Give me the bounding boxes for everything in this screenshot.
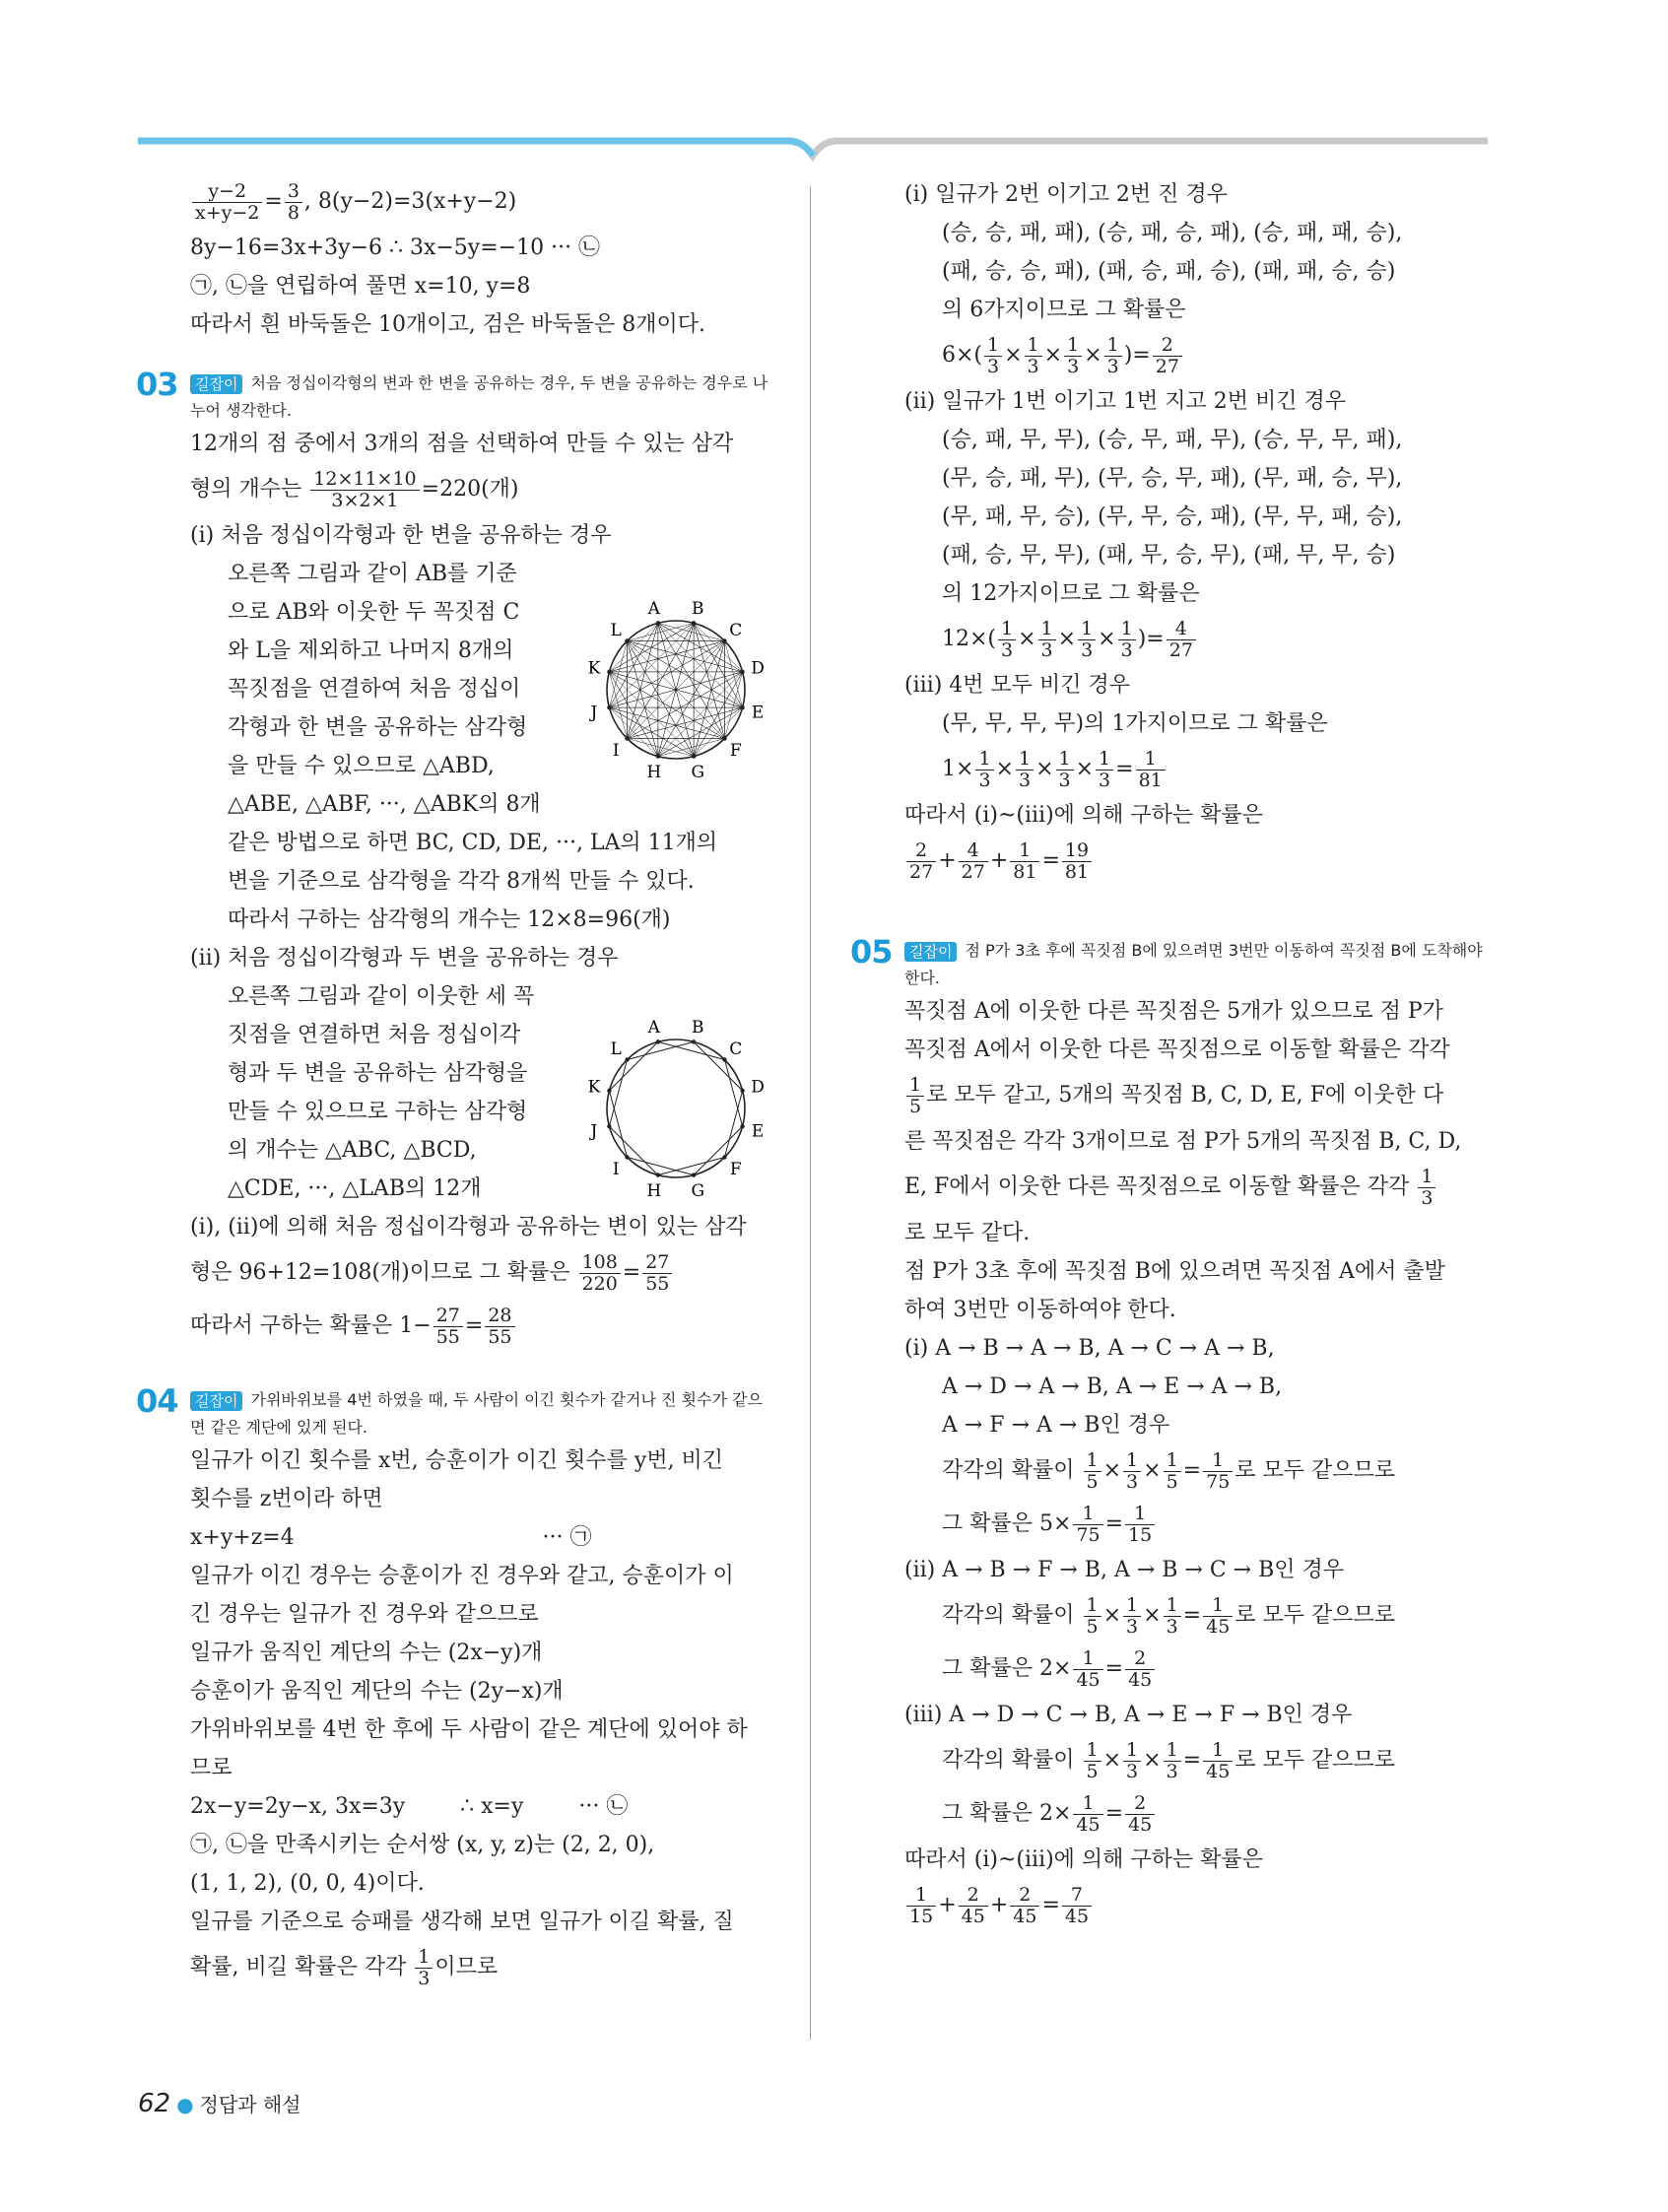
r-ii-body (904, 421, 1486, 666)
top-line-0: 8y−16=3x+3y−6 ∴ 3x−5y=−10 ··· ㉡ (190, 235, 601, 260)
p05-i-line: A → D → A → B, A → E → A → B, (942, 1374, 1283, 1399)
p04-line: 횟수를 z번이라 하면 (190, 1487, 383, 1511)
header-bar (0, 0, 1668, 168)
p03-i-line: 따라서 구하는 삼각형의 개수는 12×8=96(개) (228, 907, 671, 932)
p03-ii-line: 짓점을 연결하면 처음 정십이각 (228, 1023, 521, 1047)
frac-1-3: $\frac{1}{3}$ (1104, 335, 1122, 377)
each-pre: 각각의 확률이 (942, 1458, 1075, 1483)
vertex-dot (625, 1155, 629, 1159)
r-iii-head: (ⅲ) 4번 모두 비긴 경우 (904, 673, 1131, 698)
p05-i-each: 각각의 확률이 $\frac{1}{5}$ × $\frac{1}{3}$ × $\frac{1}{5}$ = $\frac{1}{75}$ 로 모두 같으므로 (942, 1448, 1396, 1493)
vertex-dot (722, 638, 726, 642)
p05-ii-head: (ⅱ) A → B → F → B, A → B → C → B인 경우 (904, 1558, 1345, 1582)
hint-block (904, 937, 1486, 992)
p03-line-2-pre: 형의 개수는 (190, 477, 302, 502)
r-ii-line: (패, 승, 무, 무), (패, 무, 승, 무), (패, 무, 무, 승) (942, 543, 1396, 568)
frac-1-81: $\frac{1}{81}$ (1010, 840, 1039, 883)
frac-1-5: $\frac{1}{5}$ (1084, 1740, 1101, 1782)
frac-27-55: $\frac{27}{55}$ (434, 1306, 463, 1348)
vertex-label: H (646, 763, 662, 783)
frac-1-3: $\frac{1}{3}$ (1056, 749, 1074, 791)
frac-1-3: $\frac{1}{3}$ (984, 335, 1002, 377)
frac-comb: $\frac{12\times 11\times 10}{3\times 2\times 1}$ (310, 469, 419, 511)
frac-4-27: $\frac{4}{27}$ (959, 840, 988, 883)
frac-1-3: $\frac{1}{3}$ (1096, 749, 1113, 791)
problem-number: 03 (136, 366, 178, 403)
frac-1-3: $\frac{1}{3}$ (998, 619, 1016, 661)
p04-line: 긴 경우는 일규가 진 경우와 같으므로 (190, 1602, 539, 1627)
frac-2-45: $\frac{2}{45}$ (1125, 1648, 1155, 1691)
vertex-dot (656, 1173, 660, 1176)
p05-line: 른 꼭짓점은 각각 3개이므로 점 P가 5개의 꼭짓점 B, C, D, (904, 1129, 1462, 1154)
p05-ii-each: 각각의 확률이 $\frac{1}{5}$ × $\frac{1}{3}$ × $\frac{1}{3}$ = $\frac{1}{45}$ 로 모두 같으므로 (942, 1593, 1396, 1638)
p03-ii-line: 형과 두 변을 공유하는 삼각형을 (228, 1061, 528, 1086)
each-pre: 각각의 확률이 (942, 1748, 1075, 1773)
vertex-dot (625, 1057, 629, 1061)
frac-1-3: $\frac{1}{3}$ (1038, 619, 1056, 661)
frac-108-220: $\frac{108}{220}$ (579, 1252, 621, 1295)
column-divider (810, 187, 811, 2040)
r-iii-body (904, 704, 1486, 796)
p03-line-2 (190, 463, 771, 516)
frac-2-45: $\frac{2}{45}$ (1125, 1793, 1155, 1836)
p03-i-line: 오른쪽 그림과 같이 AB를 기준 (228, 562, 517, 586)
vertex-label: B (692, 598, 704, 619)
frac-1-45: $\frac{1}{45}$ (1073, 1648, 1102, 1691)
frac-1-45: $\frac{1}{45}$ (1203, 1595, 1233, 1638)
p05-ii-body (904, 1589, 1486, 1696)
vertex-label: I (612, 740, 620, 761)
p03-line-2-post: =220(개) (421, 477, 519, 502)
hint-badge: 길잡이 (190, 374, 242, 394)
p04-line: 가위바위보를 4번 한 후에 두 사람이 같은 계단에 있어야 하 (190, 1717, 748, 1742)
vertex-label: C (729, 621, 743, 641)
frac-1-5: $\frac{1}{5}$ (1164, 1450, 1181, 1493)
vertex-label: I (612, 1159, 620, 1179)
frac-2-27: $\frac{2}{27}$ (1153, 335, 1182, 377)
p03-i-line: 을 만들 수 있으므로 △ABD, (228, 754, 495, 778)
problem-04 (136, 1382, 771, 1994)
p03-ii-line: 만들 수 있으므로 구하는 삼각형 (228, 1100, 528, 1124)
frac-1-15: $\frac{1}{15}$ (906, 1885, 936, 1927)
p03-ii-line: △CDE, ···, △LAB의 12개 (228, 1176, 482, 1201)
frac-1-3: $\frac{1}{3}$ (415, 1947, 433, 1989)
chord (628, 707, 743, 738)
p05-conclude: 따라서 (ⅰ)~(ⅲ)에 의해 구하는 확률은 (904, 1847, 1263, 1872)
frac-1-3: $\frac{1}{3}$ (1123, 1740, 1141, 1782)
p03-case-i-head: (ⅰ) 처음 정십이각형과 한 변을 공유하는 경우 (190, 523, 612, 548)
problem-number: 05 (850, 933, 893, 971)
frac-1-3: $\frac{1}{3}$ (1078, 619, 1096, 661)
frac-2-27: $\frac{2}{27}$ (906, 840, 936, 883)
vertex-dot (692, 1173, 696, 1176)
frac-3-8: $\frac{3}{8}$ (285, 181, 302, 224)
frac-1-3: $\frac{1}{3}$ (1164, 1595, 1181, 1638)
thus-pre: 그 확률은 (942, 1656, 1034, 1681)
p03-i-line: 각형과 한 변을 공유하는 삼각형 (228, 715, 528, 740)
p03-c3-pre: 따라서 구하는 확률은 1− (190, 1313, 432, 1338)
vertex-label: L (610, 1039, 622, 1060)
vertex-label: J (590, 1121, 598, 1142)
p05-i-thus: 그 확률은 5× $\frac{1}{75}$ = $\frac{1}{15}$ (942, 1498, 1486, 1551)
frac-1-5: $\frac{1}{5}$ (1084, 1595, 1101, 1638)
p03-i-line: △ABE, △ABF, ···, △ABK의 8개 (228, 792, 541, 817)
frac-1-3: $\frac{1}{3}$ (1025, 335, 1042, 377)
page-footer (138, 2089, 301, 2118)
thus-pre: 그 확률은 (942, 1511, 1034, 1536)
hint-text: 점 P가 3초 후에 꼭짓점 B에 있으려면 3번만 이동하여 꼭짓점 B에 도착해야 한다. (904, 941, 1483, 987)
page-number: 62 (138, 2089, 171, 2118)
vertex-label: K (587, 658, 601, 679)
r-iii-line: (무, 무, 무, 무)의 1가지이므로 그 확률은 (942, 711, 1328, 736)
r-ii-line: (무, 승, 패, 무), (무, 승, 무, 패), (무, 패, 승, 무), (942, 466, 1403, 491)
frac-27-55: $\frac{27}{55}$ (642, 1252, 672, 1295)
vertex-label: G (691, 763, 705, 783)
r-ii-head: (ⅱ) 일규가 1번 이기고 1번 지고 2번 비긴 경우 (904, 389, 1346, 414)
r-i-calc: 6×( $\frac{1}{3}$ × $\frac{1}{3}$ × $\frac{1}{3}$ × $\frac{1}{3}$ )= $\frac{2}{27}$ (942, 329, 1486, 382)
eq-line-1: $\frac{y-2}{x+y-2}$ = $\frac{3}{8}$ , 8(y−2)=3(x+y−2) (190, 175, 771, 229)
frac-19-81: $\frac{19}{81}$ (1062, 840, 1092, 883)
p05-l3-post: 로 모두 같고, 5개의 꼭짓점 B, C, D, E, F에 이웃한 다 (926, 1083, 1444, 1107)
p04-line: 일규가 움직인 계단의 수는 (2x−y)개 (190, 1641, 543, 1665)
hint-badge: 길잡이 (904, 942, 957, 962)
vertex-dot (692, 1039, 696, 1043)
chord (609, 641, 724, 672)
frac-2-45: $\frac{2}{45}$ (959, 1885, 988, 1927)
p05-i-body (904, 1368, 1486, 1551)
r-i-line: 의 6가지이므로 그 확률은 (942, 298, 1186, 322)
frac-y2-xy2: $\frac{y-2}{x+y-2}$ (192, 181, 262, 224)
vertex-dot (722, 1057, 726, 1061)
vertex-dot (692, 621, 696, 625)
hint-badge: 길잡이 (190, 1391, 242, 1411)
p05-l5-pre: E, F에서 이웃한 다른 꼭짓점으로 이동할 확률은 각각 (904, 1174, 1410, 1199)
vertex-dot (656, 621, 660, 625)
frac-1-3: $\frac{1}{3}$ (1064, 335, 1082, 377)
p03-i-line: 같은 방법으로 하면 BC, CD, DE, ···, LA의 11개의 (228, 831, 718, 855)
p03-c2-pre: 형은 96+12=108(개)이므로 그 확률은 (190, 1260, 570, 1285)
p04-line: 일규가 이긴 경우는 승훈이가 진 경우와 같고, 승훈이가 이 (190, 1564, 734, 1588)
frac-1-3: $\frac{1}{3}$ (1164, 1740, 1181, 1782)
p05-iii-head: (ⅲ) A → D → C → B, A → E → F → B인 경우 (904, 1703, 1353, 1727)
p04-line: 므로 (190, 1756, 233, 1780)
frac-1-3: $\frac{1}{3}$ (1118, 619, 1136, 661)
problem-05 (850, 933, 1486, 1932)
chord (609, 707, 724, 738)
frac-7-45: $\frac{7}{45}$ (1062, 1885, 1092, 1927)
p03-i-line: 변을 기준으로 삼각형을 각각 8개씩 만들 수 있다. (228, 869, 695, 894)
p03-i-line: 꼭짓점을 연결하여 처음 정십이 (228, 677, 521, 702)
r-final-sum: $\frac{2}{27}$ + $\frac{4}{27}$ + $\frac{1}{81}$ = $\frac{19}{81}$ (904, 835, 1486, 888)
p05-line-3 (904, 1069, 1486, 1122)
p05-iii-thus: 그 확률은 2× $\frac{1}{45}$ = $\frac{2}{45}$ (942, 1787, 1486, 1841)
frac-1-75: $\frac{1}{75}$ (1073, 1504, 1102, 1546)
p03-conclusion-2: 형은 96+12=108(개)이므로 그 확률은 $\frac{108}{220}$ = $\frac{27}{55}$ (190, 1246, 771, 1300)
frac-4-27: $\frac{4}{27}$ (1167, 619, 1196, 661)
vertex-dot (740, 1089, 744, 1093)
vertex-dot (607, 1089, 611, 1093)
p05-ii-thus: 그 확률은 2× $\frac{1}{45}$ = $\frac{2}{45}$ (942, 1642, 1486, 1696)
vertex-dot (607, 705, 611, 709)
p03-i-line: 와 L을 제외하고 나머지 8개의 (228, 638, 514, 663)
p04-last-post: 이므로 (434, 1955, 499, 1979)
p05-i-line: A → F → A → B인 경우 (942, 1413, 1170, 1438)
eq-tail: 8(y−2)=3(x+y−2) (317, 189, 517, 214)
vertex-label: E (751, 703, 765, 723)
vertex-label: D (751, 1077, 765, 1098)
chord (628, 641, 658, 757)
vertex-dot (607, 670, 611, 674)
vertex-label: C (729, 1039, 743, 1060)
hint-text: 가위바위보를 4번 하였을 때, 두 사람이 이긴 횟수가 같거나 진 횟수가 같으면 같은 계단에 있게 된다. (190, 1390, 763, 1437)
vertex-label: J (590, 703, 598, 723)
vertex-dot (607, 1124, 611, 1128)
vertex-dot (740, 670, 744, 674)
p03-conclusion-3: 따라서 구하는 확률은 1− $\frac{27}{55}$ = $\frac{28}{55}$ (190, 1300, 771, 1353)
dodecagon-figure-1 (577, 591, 774, 788)
p05-iii-each: 각각의 확률이 $\frac{1}{5}$ × $\frac{1}{3}$ × $\frac{1}{3}$ = $\frac{1}{45}$ 로 모두 같으므로 (942, 1738, 1396, 1782)
frac-28-55: $\frac{28}{55}$ (485, 1306, 514, 1348)
each-post: 로 모두 같으므로 (1234, 1748, 1396, 1773)
hint-text: 처음 정십이각형의 변과 한 변을 공유하는 경우, 두 변을 공유하는 경우로 나누어 생각한다. (190, 373, 768, 420)
frac-1-15: $\frac{1}{15}$ (1125, 1504, 1155, 1546)
frac-1-45: $\frac{1}{45}$ (1073, 1793, 1102, 1836)
vertex-label: B (692, 1017, 704, 1038)
vertex-dot (692, 754, 696, 758)
chord (628, 641, 743, 672)
p03-case-ii-head: (ⅱ) 처음 정십이각형과 두 변을 공유하는 경우 (190, 946, 619, 971)
vertex-dot (656, 1039, 660, 1043)
frac-1-45: $\frac{1}{45}$ (1203, 1740, 1233, 1782)
p05-line-5 (904, 1161, 1486, 1214)
p03-line-1: 12개의 점 중에서 3개의 점을 선택하여 만들 수 있는 삼각 (190, 432, 734, 456)
hint-block (190, 1386, 771, 1441)
frac-1-3: $\frac{1}{3}$ (1123, 1595, 1141, 1638)
p03-conclusion-1: (ⅰ), (ⅱ)에 의해 처음 정십이각형과 공유하는 변이 있는 삼각 (190, 1215, 747, 1240)
frac-1-3: $\frac{1}{3}$ (1123, 1450, 1141, 1493)
vertex-label: D (751, 658, 765, 679)
p05-line: 꼭짓점 A에 이웃한 다른 꼭짓점은 5개가 있으므로 점 P가 (904, 999, 1443, 1024)
r-ii-calc: 12×( $\frac{1}{3}$ × $\frac{1}{3}$ × $\frac{1}{3}$ × $\frac{1}{3}$ )= $\frac{4}{27}$ (942, 613, 1486, 666)
vertex-dot (722, 736, 726, 740)
frac-1-5: $\frac{1}{5}$ (906, 1075, 924, 1117)
frac-2-45: $\frac{2}{45}$ (1010, 1885, 1039, 1927)
vertex-dot (625, 638, 629, 642)
vertex-label: F (729, 740, 742, 761)
hint-block (190, 369, 771, 425)
r-ii-line: 의 12가지이므로 그 확률은 (942, 581, 1200, 606)
top-line-2: 따라서 흰 바둑돌은 10개이고, 검은 바둑돌은 8개이다. (190, 312, 705, 337)
p03-i-line: 으로 AB와 이웃한 두 꼭짓점 C (228, 600, 520, 625)
footer-title: 정답과 해설 (199, 2093, 301, 2116)
vertex-label: L (610, 621, 622, 641)
vertex-label: A (647, 598, 660, 619)
frac-1-5: $\frac{1}{5}$ (1084, 1450, 1101, 1493)
r-conclude: 따라서 (ⅰ)~(ⅲ)에 의해 구하는 확률은 (904, 803, 1263, 828)
r-i-line: (패, 승, 승, 패), (패, 승, 패, 승), (패, 패, 승, 승) (942, 259, 1396, 284)
r-i-line: (승, 승, 패, 패), (승, 패, 승, 패), (승, 패, 패, 승), (942, 221, 1403, 245)
p05-final-sum: $\frac{1}{15}$ + $\frac{2}{45}$ + $\frac{2}{45}$ = $\frac{7}{45}$ (904, 1879, 1486, 1932)
p05-line: 점 P가 3초 후에 꼭짓점 B에 있으려면 꼭짓점 A에서 출발 (904, 1259, 1445, 1284)
p04-line: x+y+z=4 ··· ㉠ (190, 1525, 592, 1550)
right-column (850, 175, 1486, 1932)
p05-line: 하여 3번만 이동하여야 한다. (904, 1298, 1176, 1322)
each-post: 로 모두 같으므로 (1234, 1458, 1396, 1483)
vertex-dot (740, 1124, 744, 1128)
p05-i-line: (ⅰ) A → B → A → B, A → C → A → B, (904, 1336, 1275, 1361)
p04-last-line (190, 1941, 771, 1994)
frac-1-3: $\frac{1}{3}$ (975, 749, 993, 791)
frac-1-81: $\frac{1}{81}$ (1136, 749, 1166, 791)
p04-line: 승훈이가 움직인 계단의 수는 (2y−x)개 (190, 1679, 564, 1704)
problem-number: 04 (136, 1382, 178, 1420)
vertex-label: F (729, 1159, 742, 1179)
vertex-label: H (646, 1181, 662, 1202)
r-iii-calc: 1× $\frac{1}{3}$ × $\frac{1}{3}$ × $\frac{1}{3}$ × $\frac{1}{3}$ = $\frac{1}{81}$ (942, 743, 1486, 796)
thus-pre: 그 확률은 (942, 1801, 1034, 1826)
each-pre: 각각의 확률이 (942, 1603, 1075, 1628)
p03-ii-line: 의 개수는 △ABC, △BCD, (228, 1138, 477, 1163)
vertex-dot (625, 736, 629, 740)
vertex-dot (722, 1155, 726, 1159)
vertex-label: E (751, 1121, 765, 1142)
vertex-label: A (647, 1017, 660, 1038)
frac-1-75: $\frac{1}{75}$ (1203, 1450, 1233, 1493)
p04-line: ㉠, ㉡을 만족시키는 순서쌍 (x, y, z)는 (2, 2, 0), (190, 1833, 655, 1857)
r-i-head: (ⅰ) 일규가 2번 이기고 2번 진 경우 (904, 182, 1228, 207)
p04-line: 2x−y=2y−x, 3x=3y ∴ x=y ··· ㉡ (190, 1794, 629, 1819)
p04-line: 일규를 기준으로 승패를 생각해 보면 일규가 이길 확률, 질 (190, 1910, 734, 1934)
frac-1-3: $\frac{1}{3}$ (1418, 1167, 1435, 1209)
frac-1-3: $\frac{1}{3}$ (1016, 749, 1034, 791)
r-ii-line: (무, 패, 무, 승), (무, 무, 승, 패), (무, 무, 패, 승), (942, 504, 1403, 529)
p05-iii-body (904, 1734, 1486, 1841)
top-line-1: ㉠, ㉡을 연립하여 풀면 x=10, y=8 (190, 274, 531, 299)
vertex-label: G (691, 1181, 705, 1202)
p04-line: (1, 1, 2), (0, 0, 4)이다. (190, 1871, 425, 1896)
r-i-body (904, 214, 1486, 382)
p04-last-pre: 확률, 비길 확률은 각각 (190, 1955, 407, 1979)
dodecagon-figure-2 (577, 1010, 774, 1207)
r-ii-line: (승, 패, 무, 무), (승, 무, 패, 무), (승, 무, 무, 패), (942, 428, 1403, 452)
p03-ii-line: 오른쪽 그림과 같이 이웃한 세 꼭 (228, 984, 535, 1009)
p05-line: 로 모두 같다. (904, 1221, 1031, 1245)
p05-line: 꼭짓점 A에서 이웃한 다른 꼭짓점으로 이동할 확률은 각각 (904, 1038, 1450, 1062)
bullet-icon: ● (176, 2093, 194, 2116)
vertex-dot (740, 705, 744, 709)
vertex-dot (656, 754, 660, 758)
vertex-label: K (587, 1077, 601, 1098)
each-post: 로 모두 같으므로 (1234, 1603, 1396, 1628)
p04-line: 일규가 이긴 횟수를 x번, 승훈이가 이긴 횟수를 y번, 비긴 (190, 1448, 724, 1473)
